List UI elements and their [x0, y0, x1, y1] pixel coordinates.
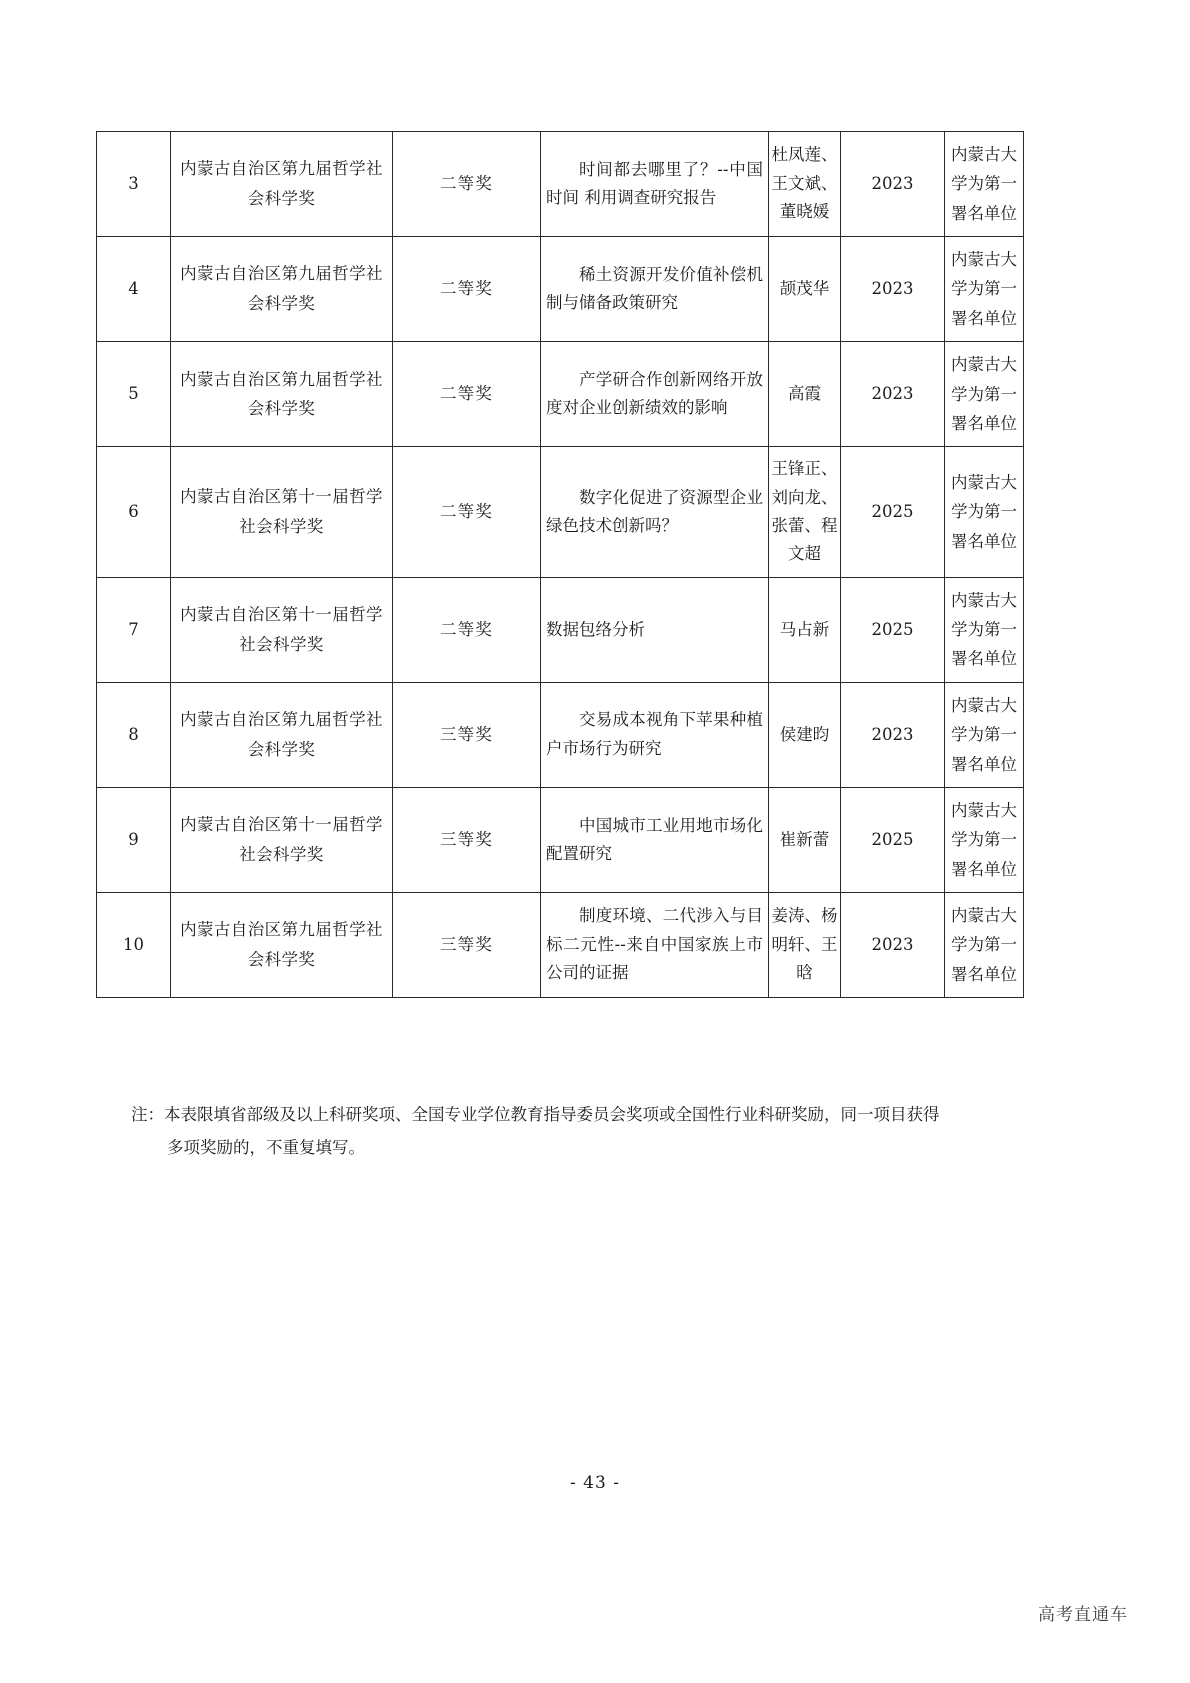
table-row — [97, 682, 1024, 787]
table-row — [97, 237, 1024, 342]
award-name-text: 内蒙古自治区第九届哲学社会科学奖 — [180, 159, 383, 209]
awardees-text: 崔新蕾 — [779, 829, 830, 849]
page-number: - 43 - — [570, 1473, 620, 1493]
cell-award-level — [393, 682, 541, 787]
cell-sequence-number — [97, 577, 171, 682]
award-name-text: 内蒙古自治区第十一届哲学社会科学奖 — [180, 605, 383, 654]
cell-award-year — [841, 447, 945, 578]
cell-awardees — [769, 342, 841, 447]
sequence-number-text: 3 — [128, 173, 139, 193]
cell-award-year — [841, 892, 945, 997]
cell-award-level — [393, 237, 541, 342]
cell-signature-unit — [945, 237, 1024, 342]
table-row — [97, 892, 1024, 997]
achievement-title-text: 稀土资源开发价值补偿机制与储备政策研究 — [546, 264, 763, 313]
award-year-text: 2025 — [871, 619, 914, 639]
cell-award-level — [393, 132, 541, 237]
awardees-text: 马占新 — [779, 619, 830, 639]
sequence-number-text: 8 — [128, 724, 139, 744]
cell-signature-unit — [945, 577, 1024, 682]
cell-achievement-title — [541, 342, 769, 447]
cell-achievement-title — [541, 577, 769, 682]
award-level-text: 二等奖 — [439, 619, 494, 639]
award-name-text: 内蒙古自治区第九届哲学社会科学奖 — [180, 369, 383, 419]
achievement-title-text: 数据包络分析 — [546, 619, 645, 639]
cell-award-name — [171, 342, 393, 447]
award-year-text: 2023 — [871, 384, 914, 403]
award-year-text: 2023 — [871, 934, 914, 954]
cell-sequence-number — [97, 787, 171, 892]
cell-award-name — [171, 787, 393, 892]
cell-award-level — [393, 447, 541, 578]
achievement-title-text: 数字化促进了资源型企业绿色技术创新吗？ — [546, 487, 763, 535]
signature-unit-text: 内蒙古大学为第一署名单位 — [951, 695, 1017, 774]
cell-awardees — [769, 682, 841, 787]
cell-achievement-title — [541, 682, 769, 787]
cell-sequence-number — [97, 342, 171, 447]
achievement-title-text: 产学研合作创新网络开放度对企业创新绩效的影响 — [546, 369, 763, 418]
award-level-text: 三等奖 — [439, 934, 494, 954]
award-name-text: 内蒙古自治区第九届哲学社会科学奖 — [180, 920, 383, 969]
cell-signature-unit — [945, 682, 1024, 787]
note-line-second: 多项奖励的，不重复填写。 — [167, 1138, 365, 1157]
achievement-title-text: 时间都去哪里了？--中国时间 利用调查研究报告 — [546, 159, 763, 208]
award-year-text: 2023 — [871, 278, 914, 298]
awardees-text: 杜凤莲、王文斌、董晓媛 — [771, 145, 838, 222]
sequence-number-text: 6 — [128, 501, 139, 521]
cell-award-level — [393, 577, 541, 682]
sequence-number-text: 4 — [128, 278, 139, 298]
award-table-container — [96, 131, 1023, 998]
cell-award-year — [841, 787, 945, 892]
award-level-text: 二等奖 — [439, 501, 494, 521]
table-row — [97, 342, 1024, 447]
cell-award-name — [171, 682, 393, 787]
award-year-text: 2025 — [871, 501, 914, 521]
cell-achievement-title — [541, 132, 769, 237]
award-level-text: 三等奖 — [439, 724, 494, 744]
cell-signature-unit — [945, 132, 1024, 237]
award-level-text: 二等奖 — [439, 278, 494, 298]
sequence-number-text: 5 — [128, 384, 139, 403]
cell-award-name — [171, 577, 393, 682]
award-year-text: 2023 — [871, 173, 914, 193]
award-name-text: 内蒙古自治区第九届哲学社会科学奖 — [180, 710, 383, 759]
awardees-text: 姜涛、杨明轩、王晗 — [771, 906, 838, 983]
cell-award-level — [393, 787, 541, 892]
cell-award-name — [171, 132, 393, 237]
cell-awardees — [769, 787, 841, 892]
award-name-text: 内蒙古自治区第十一届哲学社会科学奖 — [180, 815, 383, 864]
cell-awardees — [769, 577, 841, 682]
cell-award-year — [841, 342, 945, 447]
cell-sequence-number — [97, 447, 171, 578]
note-line-first: 注：本表限填省部级及以上科研奖项、全国专业学位教育指导委员会奖项或全国性行业科研奖励，同一项目获得 — [131, 1105, 940, 1124]
award-level-text: 二等奖 — [439, 173, 494, 193]
cell-award-year — [841, 577, 945, 682]
cell-achievement-title — [541, 237, 769, 342]
table-note — [131, 1098, 1011, 1164]
sequence-number-text: 10 — [123, 934, 144, 954]
cell-award-name — [171, 447, 393, 578]
cell-awardees — [769, 132, 841, 237]
cell-achievement-title — [541, 892, 769, 997]
table-row — [97, 447, 1024, 578]
cell-award-level — [393, 342, 541, 447]
award-year-text: 2025 — [871, 829, 914, 849]
signature-unit-text: 内蒙古大学为第一署名单位 — [951, 800, 1017, 879]
cell-signature-unit — [945, 892, 1024, 997]
award-name-text: 内蒙古自治区第十一届哲学社会科学奖 — [180, 487, 383, 536]
signature-unit-text: 内蒙古大学为第一署名单位 — [951, 355, 1017, 433]
awardees-text: 侯建昀 — [779, 724, 830, 744]
award-level-text: 二等奖 — [439, 384, 494, 403]
award-level-text: 三等奖 — [439, 829, 494, 849]
cell-award-year — [841, 237, 945, 342]
award-table — [96, 131, 1024, 998]
cell-signature-unit — [945, 342, 1024, 447]
cell-award-name — [171, 892, 393, 997]
cell-signature-unit — [945, 447, 1024, 578]
awardees-text: 高霞 — [788, 384, 821, 403]
cell-sequence-number — [97, 682, 171, 787]
cell-award-level — [393, 892, 541, 997]
table-row — [97, 577, 1024, 682]
cell-sequence-number — [97, 892, 171, 997]
awardees-text: 王锋正、刘向龙、张蕾、程文超 — [771, 459, 838, 564]
cell-achievement-title — [541, 447, 769, 578]
award-year-text: 2023 — [871, 724, 914, 744]
signature-unit-text: 内蒙古大学为第一署名单位 — [951, 472, 1017, 551]
sequence-number-text: 9 — [128, 829, 139, 849]
award-name-text: 内蒙古自治区第九届哲学社会科学奖 — [180, 264, 383, 314]
awardees-text: 颉茂华 — [779, 278, 830, 298]
cell-achievement-title — [541, 787, 769, 892]
cell-sequence-number — [97, 237, 171, 342]
table-row — [97, 132, 1024, 237]
table-row — [97, 787, 1024, 892]
award-table-body — [97, 132, 1024, 998]
cell-signature-unit — [945, 787, 1024, 892]
signature-unit-text: 内蒙古大学为第一署名单位 — [951, 905, 1017, 984]
cell-award-year — [841, 682, 945, 787]
achievement-title-text: 交易成本视角下苹果种植户市场行为研究 — [546, 710, 763, 758]
cell-award-name — [171, 237, 393, 342]
cell-sequence-number — [97, 132, 171, 237]
cell-awardees — [769, 892, 841, 997]
signature-unit-text: 内蒙古大学为第一署名单位 — [951, 250, 1017, 328]
achievement-title-text: 中国城市工业用地市场化配置研究 — [546, 815, 763, 863]
cell-awardees — [769, 237, 841, 342]
sequence-number-text: 7 — [128, 619, 139, 639]
watermark-text: 高考直通车 — [1038, 1605, 1128, 1625]
cell-awardees — [769, 447, 841, 578]
signature-unit-text: 内蒙古大学为第一署名单位 — [951, 145, 1017, 223]
achievement-title-text: 制度环境、二代涉入与目标二元性--来自中国家族上市公司的证据 — [546, 906, 763, 983]
signature-unit-text: 内蒙古大学为第一署名单位 — [951, 590, 1017, 669]
cell-award-year — [841, 132, 945, 237]
